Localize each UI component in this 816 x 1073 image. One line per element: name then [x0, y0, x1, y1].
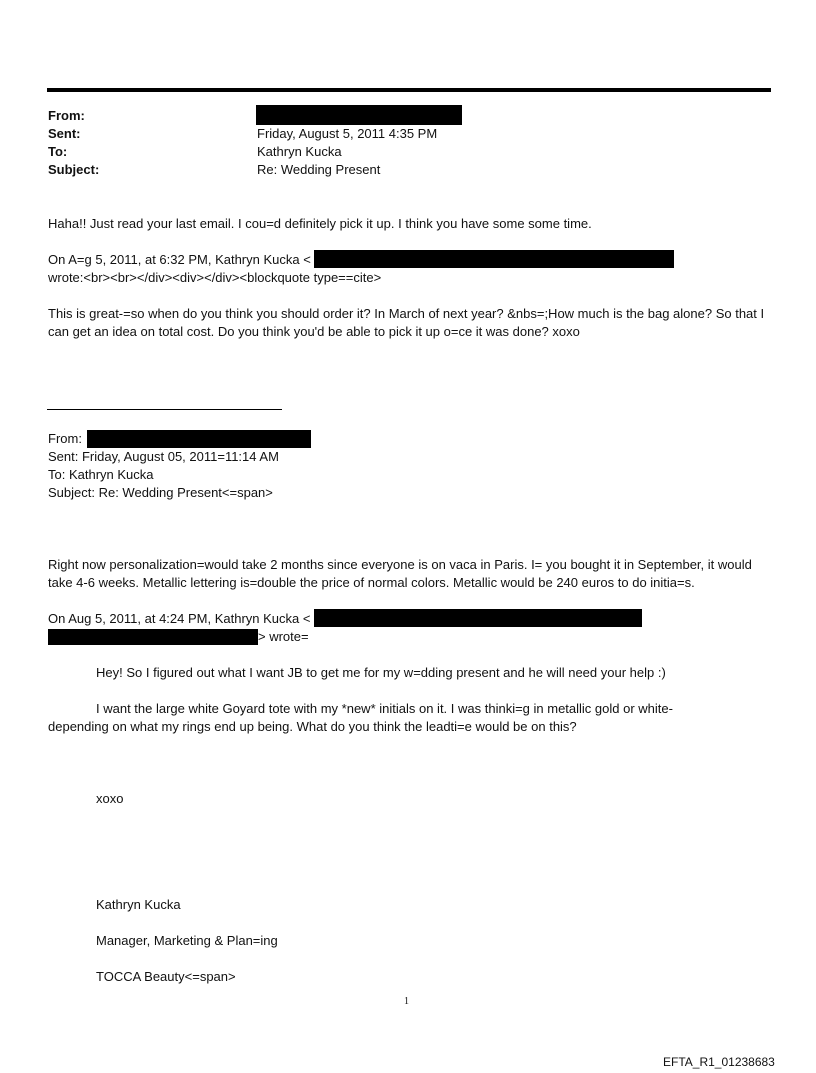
redaction-email-1 [314, 250, 674, 268]
signature-title: Manager, Marketing & Plan=ing [96, 933, 278, 948]
signoff: xoxo [96, 791, 124, 806]
redaction-from [256, 105, 462, 125]
fwd-from: From: [48, 431, 82, 446]
body-paragraph-1: Haha!! Just read your last email. I cou=d definitely pick it up. I think you have some some time. [48, 216, 592, 231]
quote-intro-1-cont: wrote:<br><br></div><div></div><blockquote type==cite> [48, 270, 382, 285]
signature-name: Kathryn Kucka [96, 897, 181, 912]
to-label: To: [48, 144, 68, 159]
redaction-email-2 [314, 609, 642, 627]
subject-value: Re: Wedding Present [257, 162, 381, 177]
to-value: Kathryn Kucka [257, 144, 342, 159]
header-rule [47, 88, 771, 92]
bates-number: EFTA_R1_01238683 [663, 1055, 775, 1069]
fwd-to: To: Kathryn Kucka [48, 467, 154, 482]
separator-line [47, 409, 282, 410]
subject-label: Subject: [48, 162, 100, 177]
body-paragraph-5: I want the large white Goyard tote with my *new* initials on it. I was thinki=g in metallic gold or white- [96, 701, 673, 716]
redaction-fwd-from [87, 430, 311, 448]
quote-intro-2-cont: > wrote= [258, 629, 309, 644]
body-paragraph-2: This is great-=so when do you think you should order it? In March of next year? &nbs=;How much is the bag alone? So that I can get an idea on total cost. Do you think you'd be able to pick it up o=ce it was done? xoxo [48, 306, 765, 339]
sent-label: Sent: [48, 126, 81, 141]
sent-value: Friday, August 5, 2011 4:35 PM [257, 126, 438, 141]
page-number: 1 [404, 996, 409, 1007]
signature-company: TOCCA Beauty<=span> [96, 969, 236, 984]
from-label: From: [48, 108, 85, 123]
body-paragraph-3: Right now personalization=would take 2 months since everyone is on vaca in Paris. I= you bought it in September, it would take 4-6 weeks. Metallic lettering is=double the price of normal colors. Metallic would be 240 euros to do initia=s. [48, 557, 752, 590]
fwd-subject: Subject: Re: Wedding Present<=span> [48, 485, 273, 500]
body-paragraph-4: Hey! So I figured out what I want JB to get me for my w=dding present and he will need your help :) [96, 665, 666, 680]
fwd-sent: Sent: Friday, August 05, 2011=11:14 AM [48, 449, 279, 464]
body-paragraph-5-cont: depending on what my rings end up being. What do you think the leadti=e would be on this? [48, 719, 577, 734]
quote-intro-1: On A=g 5, 2011, at 6:32 PM, Kathryn Kucka < [48, 252, 311, 267]
quote-intro-2: On Aug 5, 2011, at 4:24 PM, Kathryn Kucka < [48, 611, 311, 626]
redaction-email-2b [48, 629, 258, 645]
